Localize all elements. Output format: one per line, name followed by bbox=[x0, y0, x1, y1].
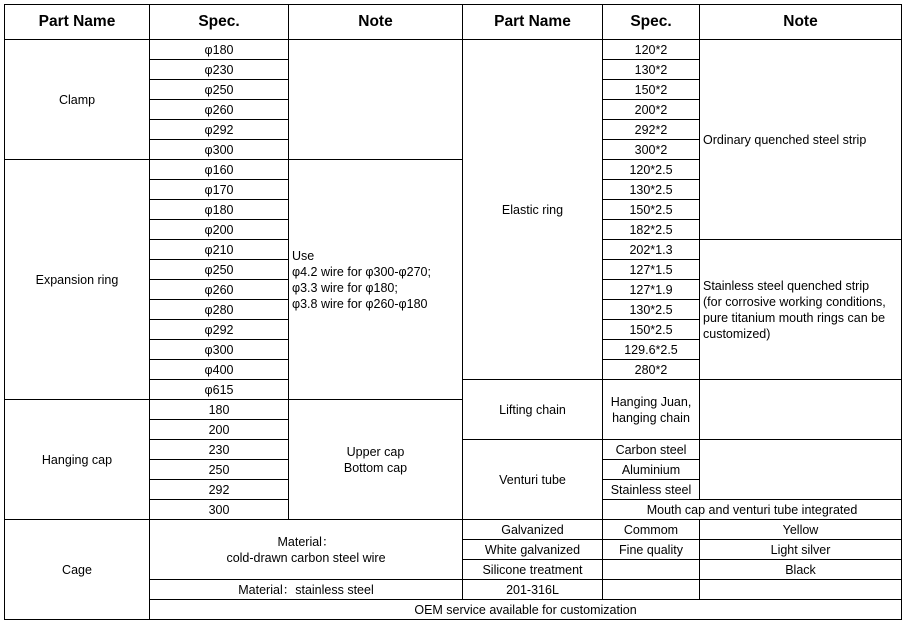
expansion-ring-spec: φ260 bbox=[149, 279, 289, 300]
expansion-ring-name: Expansion ring bbox=[4, 159, 150, 400]
expansion-ring-spec: φ250 bbox=[149, 259, 289, 280]
expansion-ring-spec: φ280 bbox=[149, 299, 289, 320]
product-spec-table bbox=[4, 4, 901, 621]
expansion-ring-spec: φ300 bbox=[149, 339, 289, 360]
elastic-ring-spec: 280*2 bbox=[602, 359, 700, 380]
elastic-ring-spec: 127*1.5 bbox=[602, 259, 700, 280]
elastic-ring-note-stainless: Stainless steel quenched strip (for corrosive working conditions, pure titanium mouth rings can be customized) bbox=[699, 239, 902, 380]
venturi-tube-spec: Stainless steel bbox=[602, 479, 700, 500]
elastic-ring-spec: 130*2 bbox=[602, 59, 700, 80]
elastic-ring-spec: 300*2 bbox=[602, 139, 700, 160]
lifting-chain-note bbox=[699, 379, 902, 440]
elastic-ring-name: Elastic ring bbox=[462, 39, 603, 380]
clamp-spec: φ300 bbox=[149, 139, 289, 160]
hanging-cap-spec: 300 bbox=[149, 499, 289, 520]
header-part-name: Part Name bbox=[4, 4, 150, 40]
cage-name: Cage bbox=[4, 519, 150, 620]
cage-material-carbon: Material： cold-drawn carbon steel wire bbox=[149, 519, 463, 580]
hanging-cap-spec: 250 bbox=[149, 459, 289, 480]
elastic-ring-spec: 200*2 bbox=[602, 99, 700, 120]
cage-coating-name: White galvanized bbox=[462, 539, 603, 560]
elastic-ring-spec: 182*2.5 bbox=[602, 219, 700, 240]
oem-note: OEM service available for customization bbox=[149, 599, 902, 620]
cage-coating-note: Yellow bbox=[699, 519, 902, 540]
expansion-ring-spec: φ210 bbox=[149, 239, 289, 260]
expansion-ring-spec: φ170 bbox=[149, 179, 289, 200]
header-spec: Spec. bbox=[149, 4, 289, 40]
lifting-chain-name: Lifting chain bbox=[462, 379, 603, 440]
cage-stainless-spec-blank bbox=[602, 579, 700, 600]
cage-material-stainless: Material：stainless steel bbox=[149, 579, 463, 600]
cage-coating-name: Galvanized bbox=[462, 519, 603, 540]
expansion-ring-spec: φ400 bbox=[149, 359, 289, 380]
clamp-note bbox=[288, 39, 463, 160]
clamp-spec: φ230 bbox=[149, 59, 289, 80]
venturi-tube-spec: Carbon steel bbox=[602, 439, 700, 460]
header-part-name-right: Part Name bbox=[462, 4, 603, 40]
hanging-cap-spec: 230 bbox=[149, 439, 289, 460]
clamp-spec: φ180 bbox=[149, 39, 289, 60]
elastic-ring-spec: 150*2.5 bbox=[602, 199, 700, 220]
expansion-ring-spec: φ200 bbox=[149, 219, 289, 240]
clamp-name: Clamp bbox=[4, 39, 150, 160]
cage-coating-name: Silicone treatment bbox=[462, 559, 603, 580]
hanging-cap-note: Upper cap Bottom cap bbox=[288, 399, 463, 520]
expansion-ring-spec: φ615 bbox=[149, 379, 289, 400]
header-note-right: Note bbox=[699, 4, 902, 40]
venturi-tube-spec: Aluminium bbox=[602, 459, 700, 480]
expansion-ring-spec: φ160 bbox=[149, 159, 289, 180]
cage-coating-spec: Commom bbox=[602, 519, 700, 540]
elastic-ring-spec: 130*2.5 bbox=[602, 179, 700, 200]
elastic-ring-spec: 202*1.3 bbox=[602, 239, 700, 260]
hanging-cap-name: Hanging cap bbox=[4, 399, 150, 520]
elastic-ring-spec: 150*2 bbox=[602, 79, 700, 100]
hanging-cap-spec: 292 bbox=[149, 479, 289, 500]
elastic-ring-spec: 127*1.9 bbox=[602, 279, 700, 300]
elastic-ring-spec: 150*2.5 bbox=[602, 319, 700, 340]
elastic-ring-note-ordinary: Ordinary quenched steel strip bbox=[699, 39, 902, 240]
elastic-ring-spec: 120*2.5 bbox=[602, 159, 700, 180]
venturi-tube-note-blank bbox=[699, 439, 902, 500]
clamp-spec: φ250 bbox=[149, 79, 289, 100]
header-spec-right: Spec. bbox=[602, 4, 700, 40]
cage-coating-note: Light silver bbox=[699, 539, 902, 560]
elastic-ring-spec: 130*2.5 bbox=[602, 299, 700, 320]
cage-stainless-grade: 201-316L bbox=[462, 579, 603, 600]
expansion-ring-spec: φ292 bbox=[149, 319, 289, 340]
venturi-tube-name: Venturi tube bbox=[462, 439, 603, 520]
elastic-ring-spec: 129.6*2.5 bbox=[602, 339, 700, 360]
cage-stainless-note-blank bbox=[699, 579, 902, 600]
elastic-ring-spec: 292*2 bbox=[602, 119, 700, 140]
expansion-ring-note: Use φ4.2 wire for φ300-φ270; φ3.3 wire for φ180; φ3.8 wire for φ260-φ180 bbox=[288, 159, 463, 400]
clamp-spec: φ260 bbox=[149, 99, 289, 120]
venturi-tube-note: Mouth cap and venturi tube integrated bbox=[602, 499, 902, 520]
cage-coating-spec bbox=[602, 559, 700, 580]
hanging-cap-spec: 200 bbox=[149, 419, 289, 440]
elastic-ring-spec: 120*2 bbox=[602, 39, 700, 60]
hanging-cap-spec: 180 bbox=[149, 399, 289, 420]
clamp-spec: φ292 bbox=[149, 119, 289, 140]
cage-coating-spec: Fine quality bbox=[602, 539, 700, 560]
header-note: Note bbox=[288, 4, 463, 40]
lifting-chain-spec: Hanging Juan, hanging chain bbox=[602, 379, 700, 440]
cage-coating-note: Black bbox=[699, 559, 902, 580]
expansion-ring-spec: φ180 bbox=[149, 199, 289, 220]
